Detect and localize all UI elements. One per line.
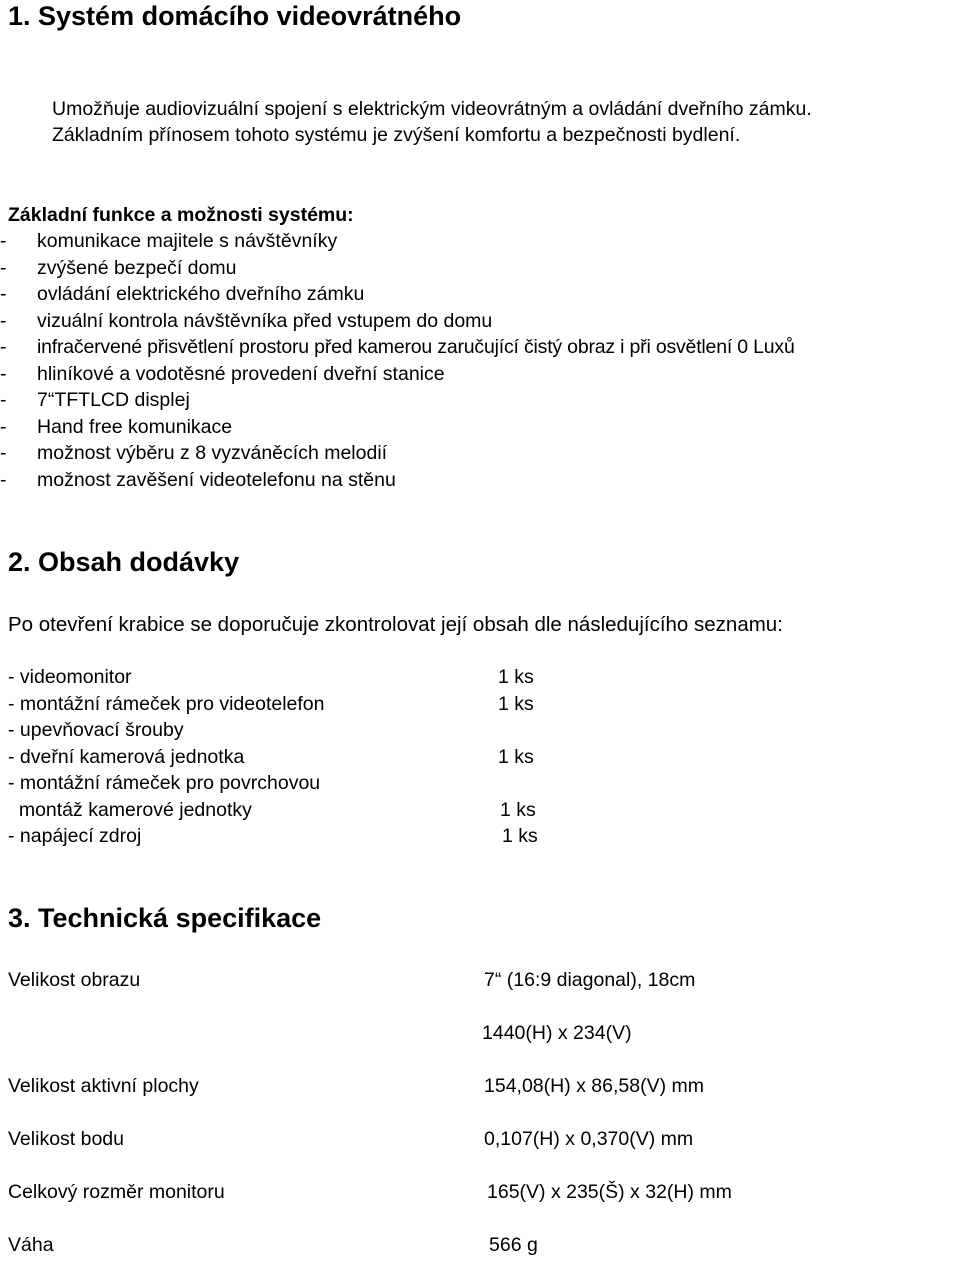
list-item (0, 387, 960, 413)
bullet-dash: - (0, 415, 7, 438)
item-quantity: 1 ks (500, 798, 536, 821)
spec-row (8, 1179, 948, 1205)
features-title: Základní funkce a možnosti systému: (8, 204, 354, 226)
features-list (0, 228, 960, 498)
section-1-heading: 1. Systém domácího videovrátného (8, 1, 462, 31)
list-item (8, 770, 608, 796)
item-quantity: 1 ks (502, 825, 538, 847)
bullet-dash: - (0, 389, 7, 411)
spec-label: Velikost bodu (8, 1128, 125, 1150)
spec-label: Celkový rozměr monitoru (8, 1181, 225, 1203)
list-item (0, 255, 960, 281)
spec-label: Váha (8, 1234, 54, 1256)
item-quantity: 1 ks (498, 666, 534, 688)
list-item (0, 414, 960, 440)
item-name: - montážní rámeček pro videotelefon (8, 692, 325, 715)
item-name: - upevňovací šrouby (8, 719, 184, 741)
spec-value: 1440(H) x 234(V) (482, 1022, 632, 1044)
item-name: - dveřní kamerová jednotka (8, 745, 245, 768)
spec-value: 165(V) x 235(Š) x 32(H) mm (487, 1181, 732, 1203)
spec-value: 7“ (16:9 diagonal), 18cm (484, 969, 696, 991)
list-item (0, 440, 960, 466)
spec-row (8, 1073, 948, 1099)
list-item (8, 744, 608, 770)
spec-value: 0,107(H) x 0,370(V) mm (484, 1128, 694, 1150)
spec-label: Velikost obrazu (8, 969, 141, 991)
contents-intro: Po otevření krabice se doporučuje zkontrolovat její obsah dle následujícího seznamu: (8, 613, 783, 636)
bullet-dash: - (0, 468, 7, 491)
bullet-dash: - (0, 309, 7, 332)
spec-value: 566 g (489, 1234, 538, 1256)
feature-text: vizuální kontrola návštěvníka před vstupem do domu (37, 309, 493, 332)
list-item (8, 691, 608, 717)
feature-text: možnost zavěšení videotelefonu na stěnu (37, 468, 396, 491)
feature-text: zvýšené bezpečí domu (37, 256, 237, 279)
feature-text: ovládání elektrického dveřního zámku (37, 283, 365, 305)
item-name: montáž kamerové jednotky (8, 798, 252, 821)
bullet-dash: - (0, 230, 7, 252)
list-item (0, 467, 960, 493)
spec-row (8, 1020, 948, 1046)
list-item (0, 361, 960, 387)
feature-text: komunikace majitele s návštěvníky (37, 230, 338, 252)
spec-row (8, 1232, 948, 1258)
feature-text: 7“TFTLCD displej (37, 389, 190, 411)
list-item (0, 334, 960, 360)
spec-value: 154,08(H) x 86,58(V) mm (484, 1075, 704, 1097)
list-item (8, 797, 608, 823)
spec-label: Velikost aktivní plochy (8, 1075, 199, 1097)
contents-list (8, 664, 608, 854)
bullet-dash: - (0, 442, 7, 464)
feature-text: infračervené přisvětlení prostoru před kamerou zaručující čistý obraz i při osvětlení 0 Luxů (37, 336, 795, 358)
feature-text: hliníkové a vodotěsné provedení dveřní stanice (37, 362, 445, 385)
feature-text: možnost výběru z 8 vyzváněcích melodií (37, 442, 388, 464)
feature-text: Hand free komunikace (37, 415, 233, 438)
spec-table (8, 967, 948, 1257)
section-2-heading: 2. Obsah dodávky (8, 547, 240, 577)
bullet-dash: - (0, 362, 7, 385)
intro-line-1: Umožňuje audiovizuální spojení s elektrickým videovrátným a ovládání dveřního zámku. (52, 98, 812, 120)
item-name: - napájecí zdroj (8, 825, 142, 847)
item-name: - videomonitor (8, 666, 132, 688)
list-item (0, 281, 960, 307)
bullet-dash: - (0, 336, 7, 358)
spec-row (8, 967, 948, 993)
item-name: - montážní rámeček pro povrchovou (8, 772, 321, 794)
bullet-dash: - (0, 256, 7, 279)
bullet-dash: - (0, 283, 7, 305)
list-item (8, 823, 608, 849)
intro-line-2: Základním přínosem tohoto systému je zvýšení komfortu a bezpečnosti bydlení. (52, 124, 741, 146)
spec-row (8, 1126, 948, 1152)
item-quantity: 1 ks (498, 692, 534, 715)
list-item (0, 228, 960, 254)
list-item (0, 308, 960, 334)
item-quantity: 1 ks (498, 745, 534, 768)
section-3-heading: 3. Technická specifikace (8, 903, 322, 933)
list-item (8, 717, 608, 743)
list-item (8, 664, 608, 690)
